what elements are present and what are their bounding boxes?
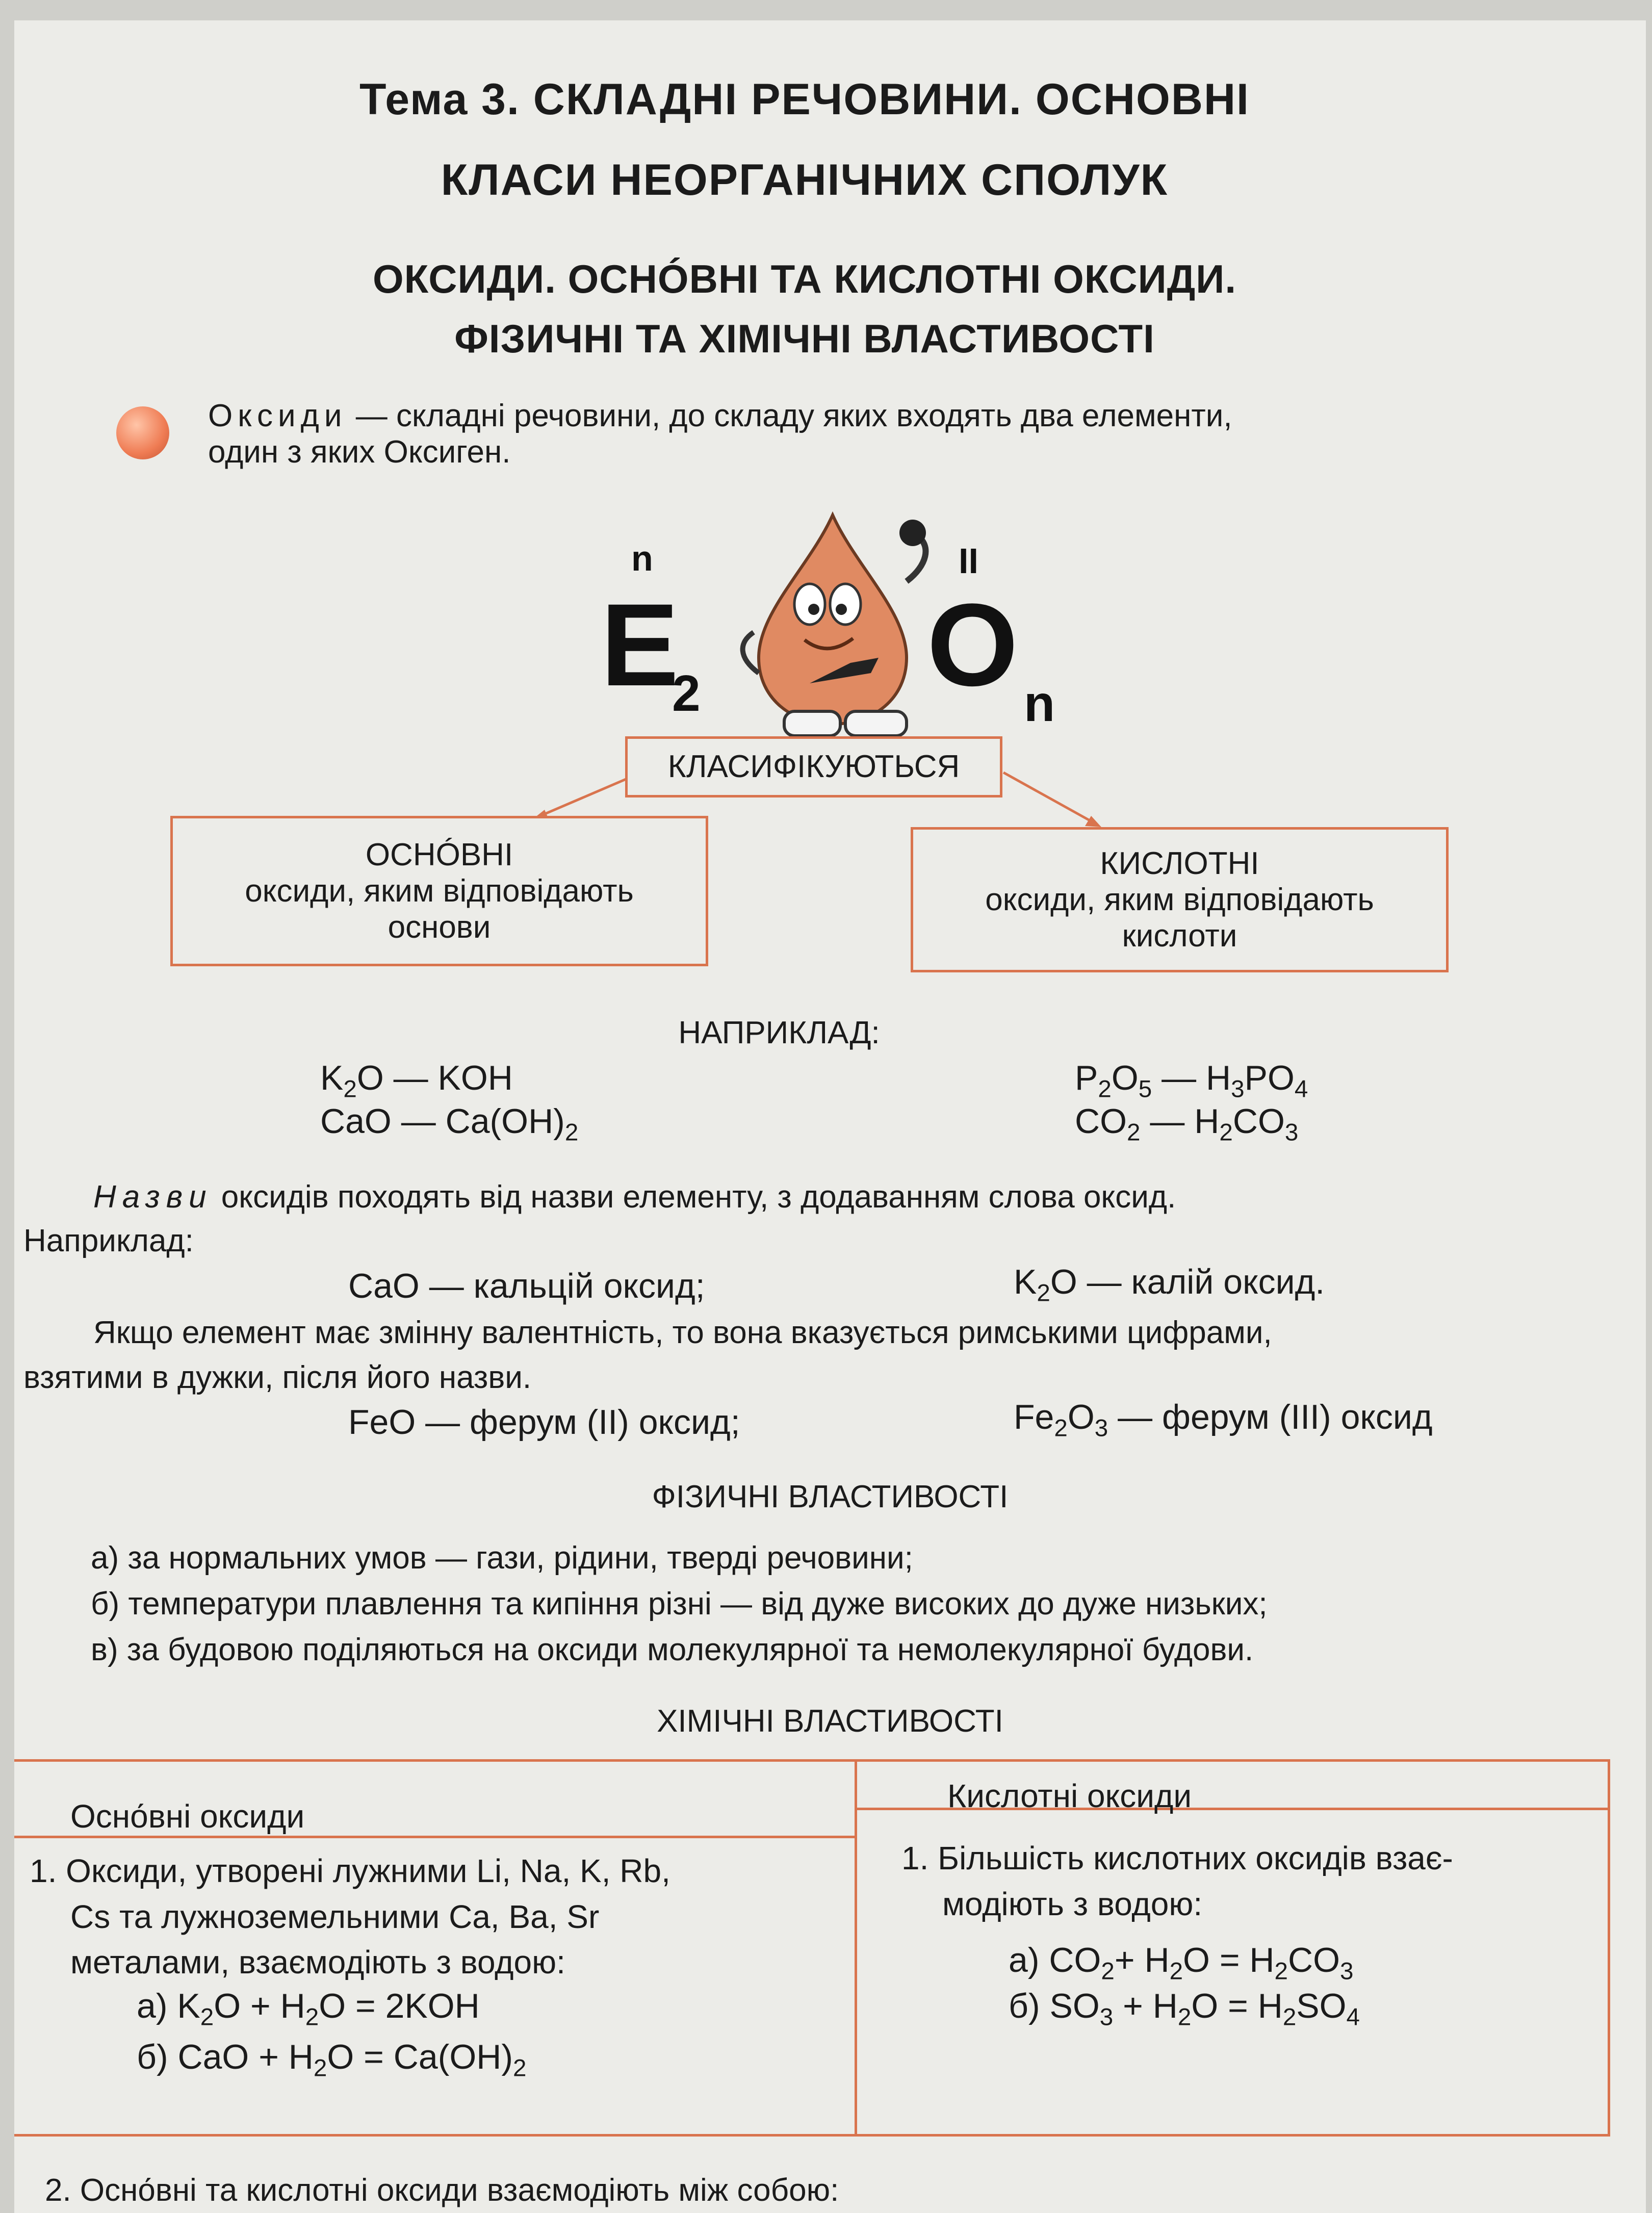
definition-term: Оксиди bbox=[208, 398, 347, 433]
valence-line2: взятими в дужки, після його назви. bbox=[23, 1360, 532, 1395]
acidic-oxides-box bbox=[911, 827, 1449, 972]
basic-eq-a: а) $K_2O + H_2O = 2KOH$ bbox=[137, 1987, 480, 2031]
name-cao: CaO — кальцій оксид; bbox=[348, 1267, 705, 1305]
col-acidic-oxides: Кислотні оксиди bbox=[947, 1778, 1192, 1814]
definition-rest: — складні речовини, до складу яких входять два елементи, bbox=[347, 398, 1232, 433]
acidic-eq-a: а) $CO_2+ H_2O = H_2CO_3$ bbox=[1009, 1941, 1354, 1985]
example-co2-h2co3: $CO_2$ — $H_2CO_3$ bbox=[1075, 1102, 1299, 1146]
example-p2o5-h3po4: $P_2O_5$ — $H_3PO_4$ bbox=[1075, 1059, 1308, 1103]
formula-oxygen: O bbox=[927, 579, 1018, 710]
names-rest: оксидів походять від назви елементу, з додаванням слова оксид. bbox=[212, 1179, 1176, 1215]
example-cao-caoh2: CaO — $Ca(OH)_2$ bbox=[320, 1102, 579, 1146]
acidic-oxides-line2: оксиди, яким відповідають bbox=[985, 882, 1374, 917]
basic-oxides-title: ОСНÓВНІ bbox=[365, 837, 513, 872]
lesson-title-line1: ОКСИДИ. ОСНÓВНІ ТА КИСЛОТНІ ОКСИДИ. bbox=[372, 256, 1237, 301]
basic-oxides-line3: основи bbox=[388, 910, 491, 945]
textbook-page bbox=[14, 20, 1646, 2213]
chemical-title: ХІМІЧНІ ВЛАСТИВОСТІ bbox=[657, 1704, 1003, 1739]
acidic-oxides-title: КИСЛОТНІ bbox=[1100, 845, 1259, 881]
physical-item-c: в) за будовою поділяються на оксиди молекулярної та немолекулярної будови. bbox=[91, 1632, 1254, 1667]
definition-line2: один з яких Оксиген. bbox=[208, 434, 511, 470]
name-feo: FeO — ферум (II) оксид; bbox=[348, 1403, 740, 1442]
acidic-eq-b: б) $SO_3 + H_2O = H_2SO_4$ bbox=[1009, 1987, 1360, 2031]
names-paragraph bbox=[93, 1179, 1623, 1215]
basic-item1: 1. Оксиди, утворені лужними Li, Na, K, Rb, Cs та лужноземельними Ca, Ba, Sr металами, взаємодіють з водою: bbox=[30, 1852, 670, 1981]
basic-oxides-box bbox=[170, 816, 708, 966]
names-for-example: Наприклад: bbox=[23, 1223, 194, 1258]
examples-label: НАПРИКЛАД: bbox=[678, 1015, 880, 1050]
formula-element: E bbox=[601, 579, 679, 710]
col-basic-oxides: Осно́вні оксиди bbox=[70, 1798, 305, 1835]
physical-item-a: а) за нормальних умов — гази, рідини, тверді речовини; bbox=[91, 1540, 913, 1576]
cut-off-line: 2. Осно́вні та кислотні оксиди взаємодіють між собою: bbox=[45, 2173, 839, 2208]
acidic-oxides-line3: кислоти bbox=[1122, 918, 1237, 954]
basic-oxides-line2: оксиди, яким відповідають bbox=[245, 873, 634, 909]
formula-element-valence: n bbox=[631, 538, 653, 578]
physical-title: ФІЗИЧНІ ВЛАСТИВОСТІ bbox=[652, 1479, 1009, 1514]
theme-title-line2: КЛАСИ НЕОРГАНІЧНИХ СПОЛУК bbox=[441, 156, 1169, 204]
formula-element-index: 2 bbox=[672, 665, 701, 722]
basic-eq-b: б) CaO + $H_2O = Ca(OH)_2$ bbox=[137, 2038, 527, 2082]
classification-label-box bbox=[625, 736, 1002, 797]
valence-line1: Якщо елемент має змінну валентність, то вона вказується римськими цифрами, bbox=[93, 1315, 1272, 1350]
name-fe2o3: $Fe_2O_3$ — ферум (III) оксид bbox=[1014, 1398, 1433, 1442]
acidic-item1: 1. Більшість кислотних оксидів взає- модіють з водою: bbox=[901, 1840, 1453, 1922]
names-term: Назви bbox=[93, 1179, 213, 1215]
classification-label: КЛАСИФІКУЮТЬСЯ bbox=[667, 749, 960, 785]
theme-title-line1: Тема 3. СКЛАДНІ РЕЧОВИНИ. ОСНОВНІ bbox=[359, 75, 1250, 124]
formula-oxygen-valence: II bbox=[959, 541, 978, 581]
lesson-title-line2: ФІЗИЧНІ ТА ХІМІЧНІ ВЛАСТИВОСТІ bbox=[454, 316, 1155, 361]
physical-item-b: б) температури плавлення та кипіння різні — від дуже високих до дуже низьких; bbox=[91, 1586, 1268, 1622]
example-k2o-koh: $K_2O$ — KOH bbox=[320, 1059, 513, 1103]
formula-oxygen-index: n bbox=[1024, 675, 1055, 732]
name-k2o: $K_2O$ — калій оксид. bbox=[1014, 1263, 1325, 1307]
